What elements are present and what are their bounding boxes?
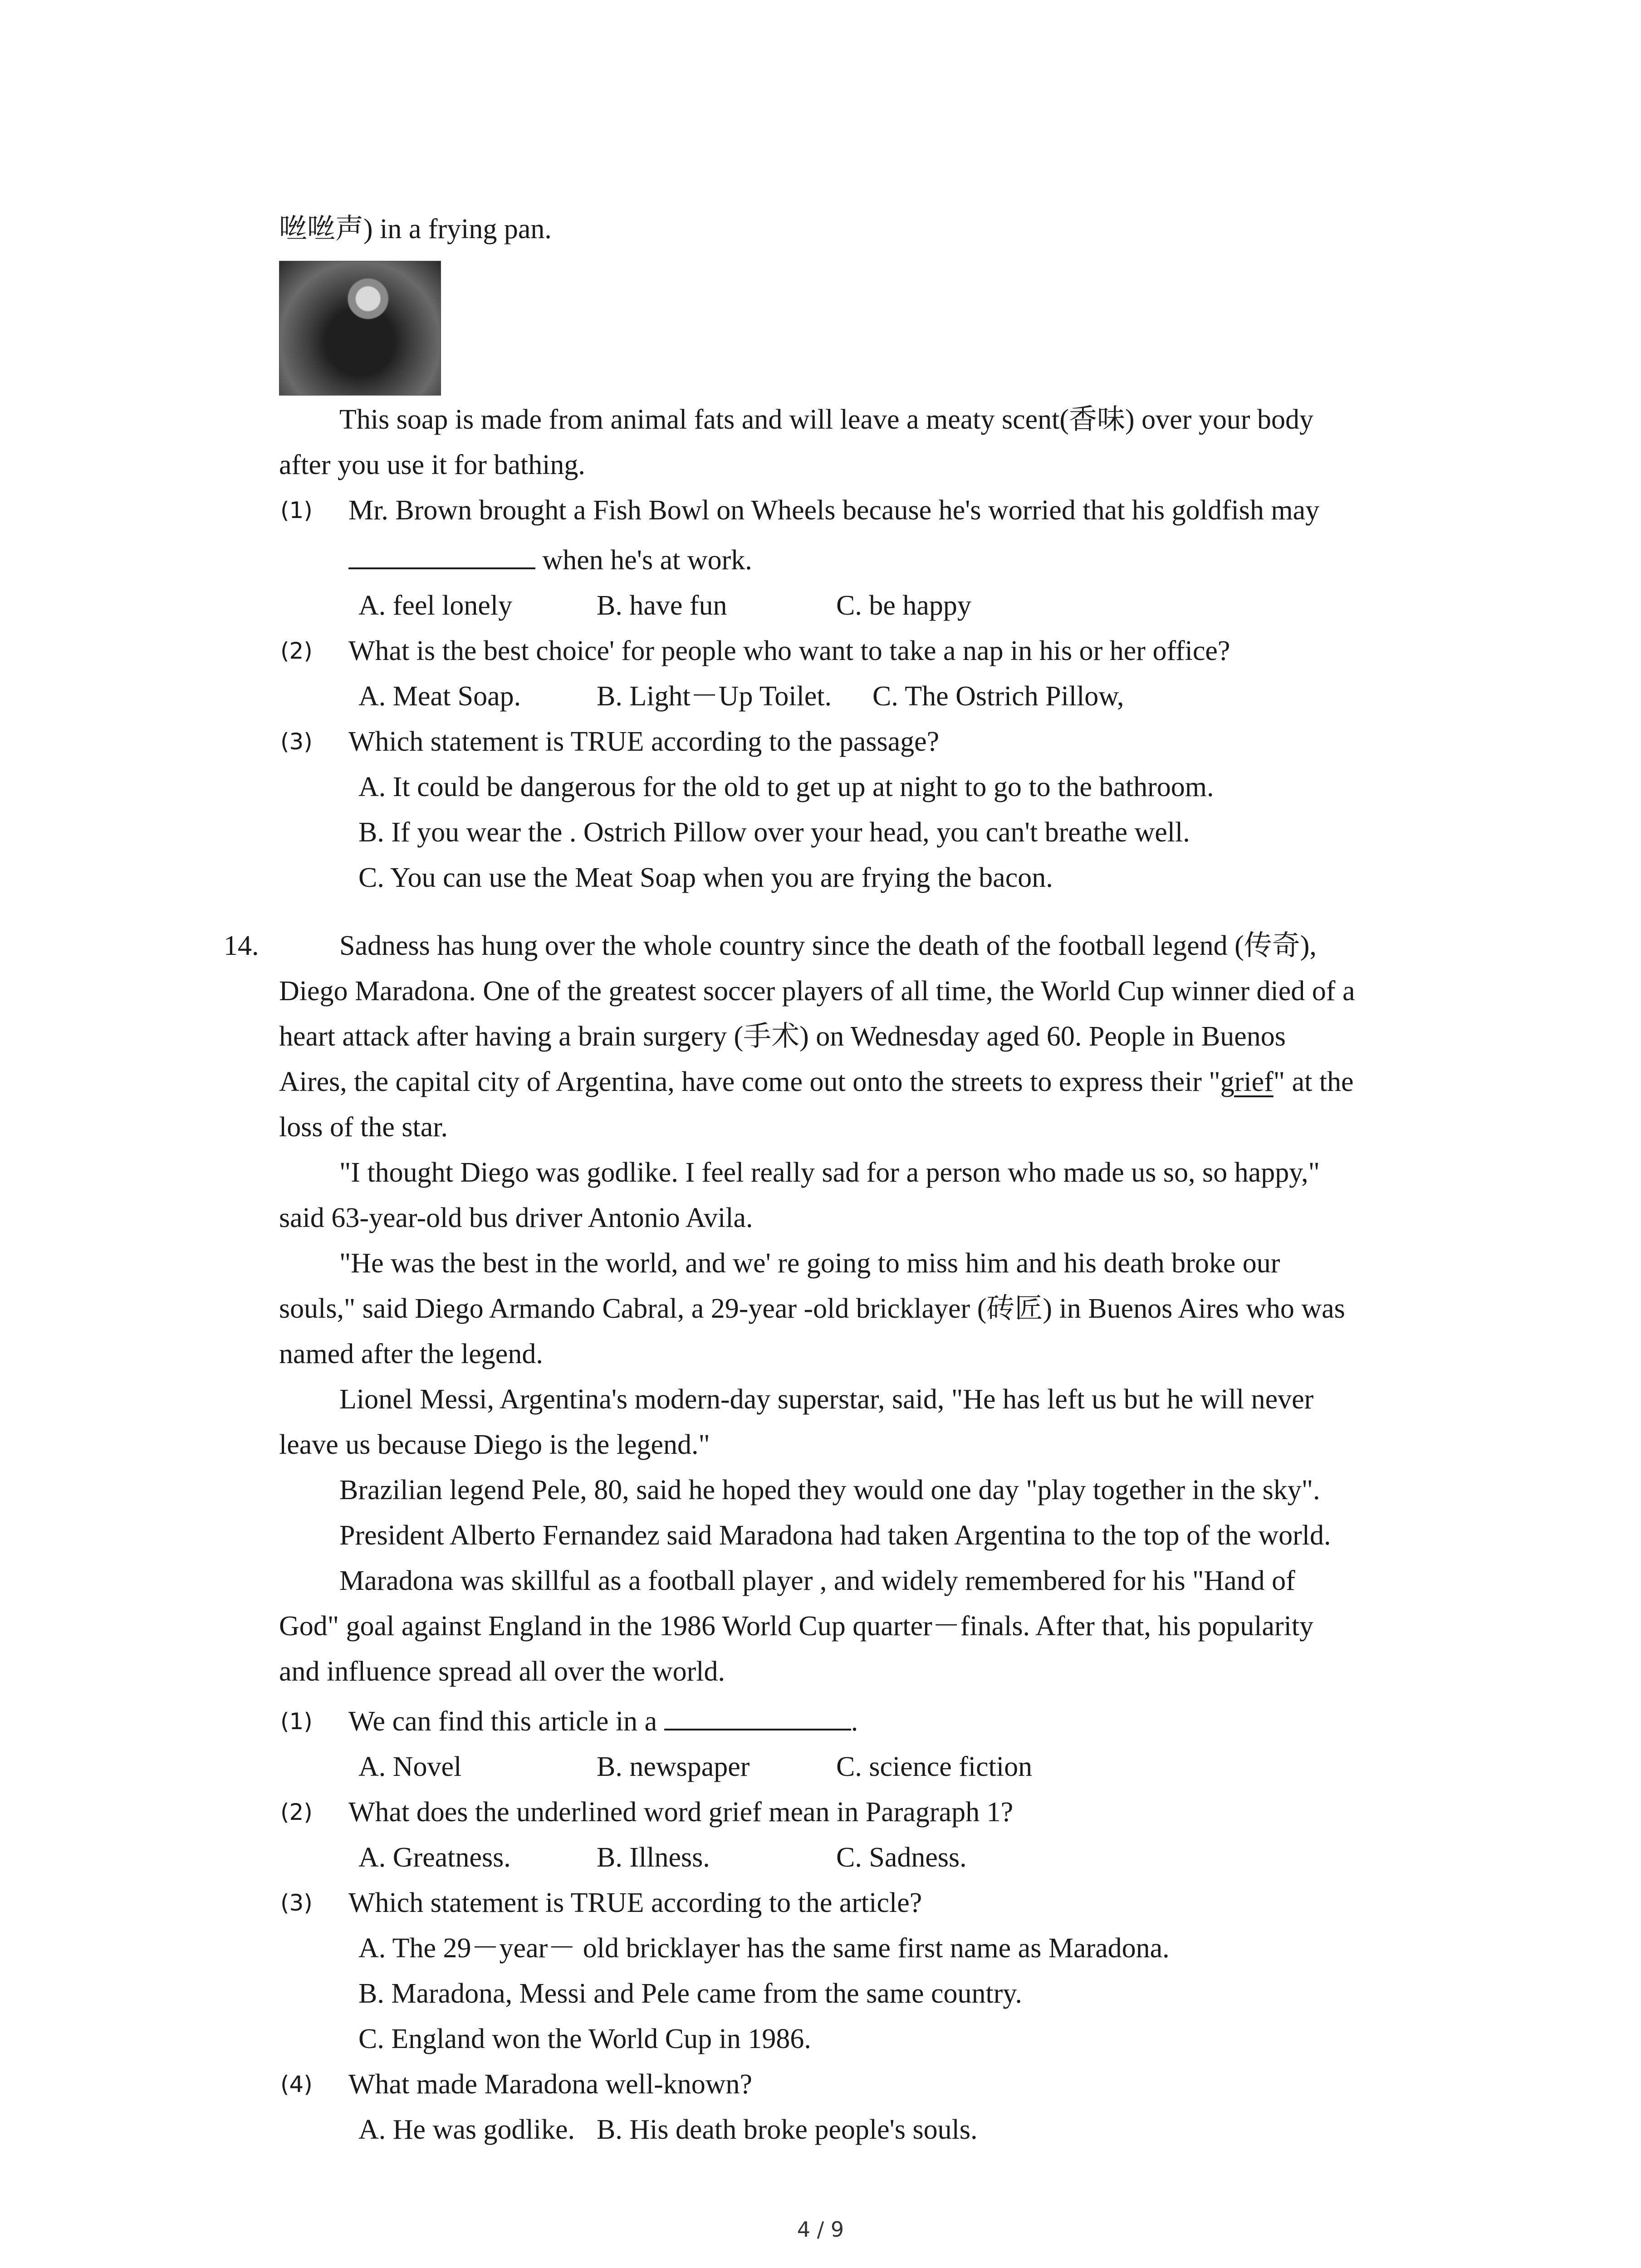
passage-line: Sadness has hung over the whole country since the death of the football legend (传奇), (339, 930, 1317, 961)
question-number: 14. (224, 930, 259, 961)
option: A. Novel (358, 1751, 462, 1782)
question-number: (4) (280, 2071, 313, 2097)
question-text: What made Maradona well-known? (348, 2069, 753, 2100)
passage-line: loss of the star. (279, 1112, 448, 1143)
passage-fragment: 咝咝声) in a frying pan. (279, 214, 552, 244)
question-text: What does the underlined word grief mean in Paragraph 1? (348, 1797, 1014, 1828)
passage-line: Diego Maradona. One of the greatest soccer players of all time, the World Cup winner died of a (279, 976, 1355, 1007)
passage-line: souls," said Diego Armando Cabral, a 29-year -old bricklayer (砖匠) in Buenos Aires who was (279, 1293, 1345, 1324)
question-text: What is the best choice' for people who want to take a nap in his or her office? (348, 635, 1230, 666)
question-number: (3) (280, 728, 313, 755)
passage-line: Brazilian legend Pele, 80, said he hoped they would one day "play together in the sky". (339, 1475, 1320, 1505)
option: C. Sadness. (836, 1842, 967, 1873)
passage-line: Lionel Messi, Argentina's modern-day superstar, said, "He has left us but he will never (339, 1384, 1314, 1415)
passage-line: after you use it for bathing. (279, 450, 585, 480)
passage-line: "He was the best in the world, and we' re going to miss him and his death broke our (339, 1248, 1280, 1279)
question-text: Mr. Brown brought a Fish Bowl on Wheels because he's worried that his goldfish may (348, 495, 1320, 526)
question-number: (1) (280, 1708, 313, 1735)
passage-line: Aires, the capital city of Argentina, have come out onto the streets to express their "grief" at the (279, 1066, 1354, 1097)
option: B. Illness. (597, 1842, 710, 1873)
question-text: Which statement is TRUE according to the passage? (348, 726, 940, 757)
passage-line: named after the legend. (279, 1339, 543, 1369)
passage-line: "I thought Diego was godlike. I feel really sad for a person who made us so, so happy," (339, 1157, 1320, 1188)
option: C. You can use the Meat Soap when you are frying the bacon. (358, 862, 1053, 893)
option: B. have fun (597, 590, 727, 621)
option: C. science fiction (836, 1751, 1033, 1782)
option: C. The Ostrich Pillow, (872, 681, 1124, 712)
passage-line: heart attack after having a brain surgery (手术) on Wednesday aged 60. People in Buenos (279, 1021, 1286, 1052)
passage-line: Maradona was skillful as a football player , and widely remembered for his "Hand of (339, 1565, 1295, 1596)
option: B. Maradona, Messi and Pele came from the same country. (358, 1978, 1022, 2009)
answer-blank (348, 543, 535, 569)
option: B. newspaper (597, 1751, 750, 1782)
option: B. If you wear the . Ostrich Pillow over your head, you can't breathe well. (358, 817, 1190, 848)
passage-line: God" goal against England in the 1986 World Cup quarter－finals. After that, his popularity (279, 1611, 1314, 1642)
question-text-continued: when he's at work. (348, 542, 752, 578)
option: A. Greatness. (358, 1842, 511, 1873)
option: B. His death broke people's souls. (597, 2114, 978, 2145)
passage-line: leave us because Diego is the legend." (279, 1429, 710, 1460)
meat-soap-photo (279, 261, 441, 396)
option: A. feel lonely (358, 590, 513, 621)
option: A. He was godlike. (358, 2114, 575, 2145)
answer-blank (664, 1704, 851, 1730)
option: C. England won the World Cup in 1986. (358, 2024, 811, 2054)
option: A. The 29－year－ old bricklayer has the same first name as Maradona. (358, 1933, 1170, 1964)
question-text: Which statement is TRUE according to the article? (348, 1887, 922, 1918)
page-number: 4 / 9 (797, 2217, 844, 2242)
question-number: (3) (280, 1890, 313, 1916)
question-number: (1) (280, 497, 313, 523)
option: C. be happy (836, 590, 971, 621)
question-number: (2) (280, 638, 313, 664)
passage-line: This soap is made from animal fats and will leave a meaty scent(香味) over your body (339, 404, 1313, 435)
passage-line: and influence spread all over the world. (279, 1656, 725, 1687)
option: A. Meat Soap. (358, 681, 521, 712)
passage-line: President Alberto Fernandez said Maradona had taken Argentina to the top of the world. (339, 1520, 1331, 1551)
question-number: (2) (280, 1799, 313, 1825)
question-text: We can find this article in a . (348, 1703, 858, 1740)
passage-line: said 63-year-old bus driver Antonio Avila. (279, 1202, 753, 1233)
option: A. It could be dangerous for the old to get up at night to go to the bathroom. (358, 772, 1214, 802)
option: B. Light－Up Toilet. (597, 681, 832, 712)
underlined-word: grief (1220, 1066, 1274, 1097)
